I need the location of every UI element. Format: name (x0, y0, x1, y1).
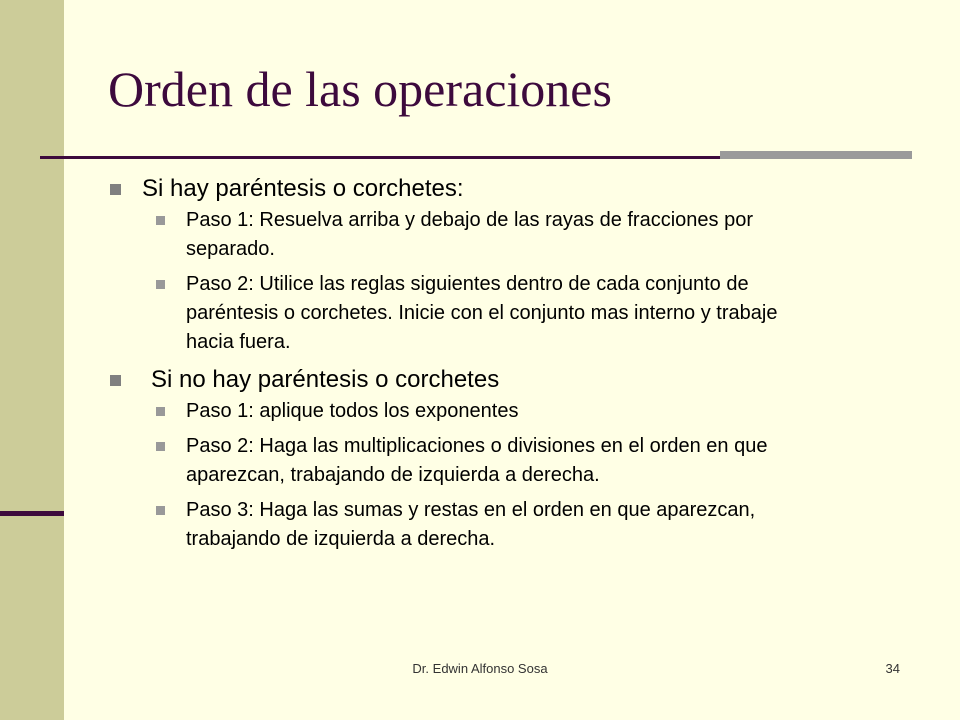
step-item (156, 432, 806, 490)
square-bullet-icon (110, 375, 121, 386)
slide-title: Orden de las operaciones (108, 61, 612, 117)
side-band (0, 0, 64, 720)
step-text: Paso 3: Haga las sumas y restas en el orden en que aparezcan, trabajando de izquierda a derecha. (186, 499, 756, 550)
section-heading-text: Si hay paréntesis o corchetes: (142, 175, 464, 202)
title-rule-accent (720, 151, 912, 159)
square-bullet-icon (156, 506, 165, 515)
step-item (156, 270, 806, 357)
step-text: Paso 2: Haga las multiplicaciones o divisiones en el orden en que aparezcan, trabajando de izquierda a derecha. (186, 435, 768, 486)
step-text: Paso 1: aplique todos los exponentes (186, 400, 519, 422)
step-item (156, 206, 806, 264)
step-text: Paso 1: Resuelva arriba y debajo de las rayas de fracciones por separado. (186, 209, 753, 260)
square-bullet-icon (156, 216, 165, 225)
section-heading-text: Si no hay paréntesis o corchetes (151, 366, 500, 393)
footer-author: Dr. Edwin Alfonso Sosa (412, 661, 548, 676)
step-item (156, 397, 806, 426)
square-bullet-icon (156, 407, 165, 416)
page-number: 34 (885, 661, 900, 676)
section-heading (108, 172, 928, 206)
square-bullet-icon (110, 184, 121, 195)
slide-content (108, 170, 928, 560)
square-bullet-icon (156, 442, 165, 451)
step-text: Paso 2: Utilice las reglas siguientes dentro de cada conjunto de paréntesis o corchetes. Inicie con el conjunto mas interno y trabaje hacia fuera. (186, 273, 778, 353)
section-heading (108, 363, 928, 397)
step-item (156, 496, 806, 554)
side-band-accent (0, 511, 64, 516)
square-bullet-icon (156, 280, 165, 289)
